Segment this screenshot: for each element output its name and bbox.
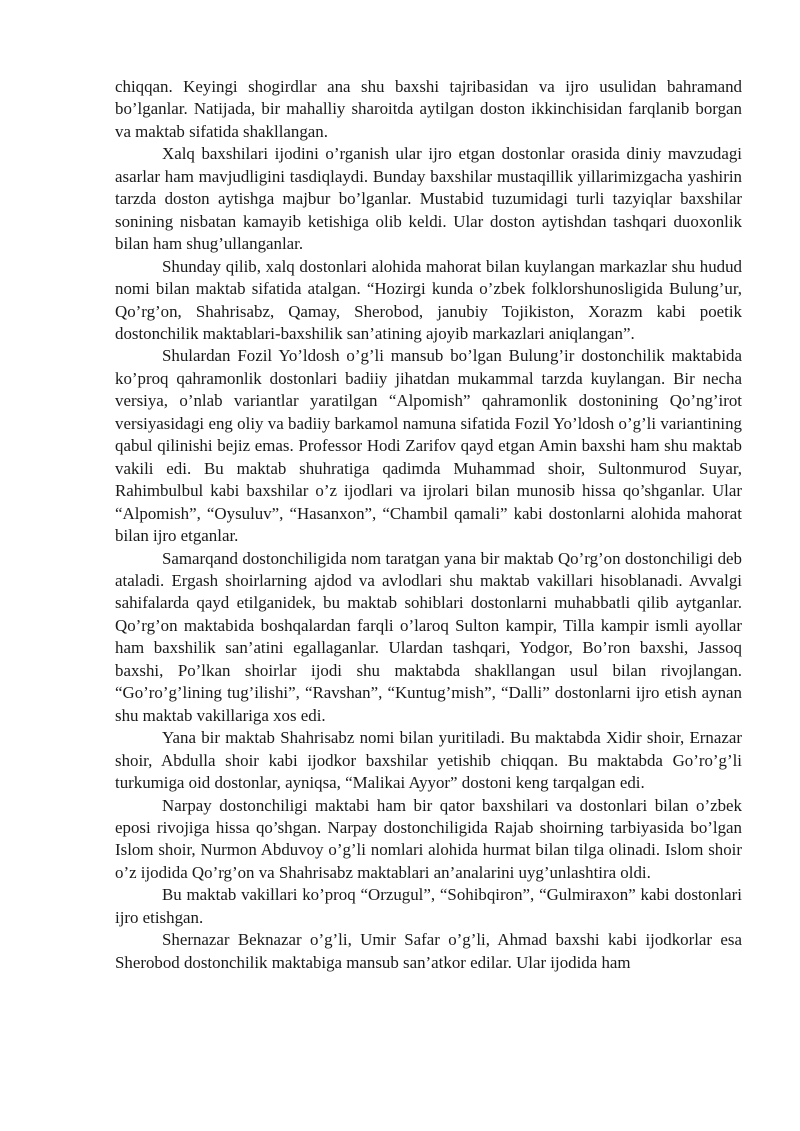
document-page [115,76,742,974]
paragraph-3: Shunday qilib, xalq dostonlari alohida mahorat bilan kuylangan markazlar shu hudud nomi bilan maktab sifatida atalgan. “Hozirgi kunda o’zbek folklorshunosligida Bulung’ur, Qo’rg’on, Shahrisabz, Qamay, Sherobod, janubiy Tojikiston, Xorazm kabi poetik dostonchilik maktablari-baxshilik san’atining ajoyib markazlari aniqlangan”. [115,256,742,343]
paragraph-9: Shernazar Beknazar o’g’li, Umir Safar o’g’li, Ahmad baxshi kabi ijodkorlar esa Sherobod dostonchilik maktabiga mansub san’atkor edilar. Ular ijodida ham [115,930,742,972]
paragraph-8: Bu maktab vakillari ko’proq “Orzugul”, “Sohibqiron”, “Gulmiraxon” kabi dostonlari ijro etishgan. [115,885,742,927]
paragraph-1: chiqqan. Keyingi shogirdlar ana shu baxshi tajribasidan va ijro usulidan bahramand bo’lganlar. Natijada, bir mahalliy sharoitda aytilgan doston ikkinchisidan farqlanib borgan va maktab sifatida shakllangan. [115,77,742,141]
paragraph-7: Narpay dostonchiligi maktabi ham bir qator baxshilari va dostonlari bilan o’zbek eposi rivojiga hissa qo’shgan. Narpay dostonchiligida Rajab shoirning tarbiyasida bo’lgan Islom shoir, Nurmon Abduvoy o’g’li nomlari alohida hurmat bilan tilga olinadi. Islom shoir o’z ijodida Qo’rg’on va Shahrisabz maktablari an’analarini uyg’unlashtira oldi. [115,795,742,882]
paragraph-5: Samarqand dostonchiligida nom taratgan yana bir maktab Qo’rg’on dostonchiligi deb ataladi. Ergash shoirlarning ajdod va avlodlari shu maktab vakillari hisoblanadi. Avvalgi sahifalarda qayd etilganidek, bu maktab sohiblari dostonlarni muhabbatli qilib aytganlar. Qo’rg’on maktabida boshqalardan farqli o’laroq Sulton kampir, Tilla kampir ismli ayollar ham baxshilik san’atini egallaganlar. Ulardan tashqari, Yodgor, Bo’ron baxshi, Jassoq baxshi, Po’lkan shoirlar ijodi shu maktabda shakllangan usul bilan rivojlangan. “Go’ro’g’lining tug’ilishi”, “Ravshan”, “Kuntug’mish”, “Dalli” dostonlarni ijro etish aynan shu maktab vakillariga xos edi. [115,548,742,725]
paragraph-2: Xalq baxshilari ijodini o’rganish ular ijro etgan dostonlar orasida diniy mavzudagi asarlar ham mavjudligini tasdiqlaydi. Bunday baxshilar mustaqillik yillarimizgacha yashirin tarzda doston aytishga majbur bo’lganlar. Mustabid tuzumidagi turli tazyiqlar baxshilar sonining nisbatan kamayib ketishiga olib keldi. Ular doston aytishdan tashqari duoxonlik bilan ham shug’ullanganlar. [115,144,742,254]
paragraph-6: Yana bir maktab Shahrisabz nomi bilan yuritiladi. Bu maktabda Xidir shoir, Ernazar shoir, Abdulla shoir kabi ijodkor baxshilar yetishib chiqqan. Bu maktabda Go’ro’g’li turkumiga oid dostonlar, ayniqsa, “Malikai Ayyor” dostoni keng tarqalgan edi. [115,728,742,793]
paragraph-4: Shulardan Fozil Yo’ldosh o’g’li mansub bo’lgan Bulung’ir dostonchilik maktabida ko’proq qahramonlik dostonlari badiiy jihatdan mukammal tarzda kuylangan. Bir necha versiya, o’nlab variantlar yaratilgan “Alpomish” qahramonlik dostonining Qo’ng’irot versiyasidagi eng oliy va badiiy barkamol namuna sifatida Fozil Yo’ldosh o’g’li variantining qabul qilinishi bejiz emas. Professor Hodi Zarifov qayd etgan Amin baxshi ham shu maktab vakili edi. Bu maktab shuhratiga qadimda Muhammad shoir, Sultonmurod Suyar, Rahimbulbul kabi baxshilar o’z ijodlari va ijrolari bilan munosib hissa qo’shganlar. Ular “Alpomish”, “Oysuluv”, “Hasanxon”, “Chambil qamali” kabi dostonlarni alohida mahorat bilan ijro etganlar. [115,346,742,546]
